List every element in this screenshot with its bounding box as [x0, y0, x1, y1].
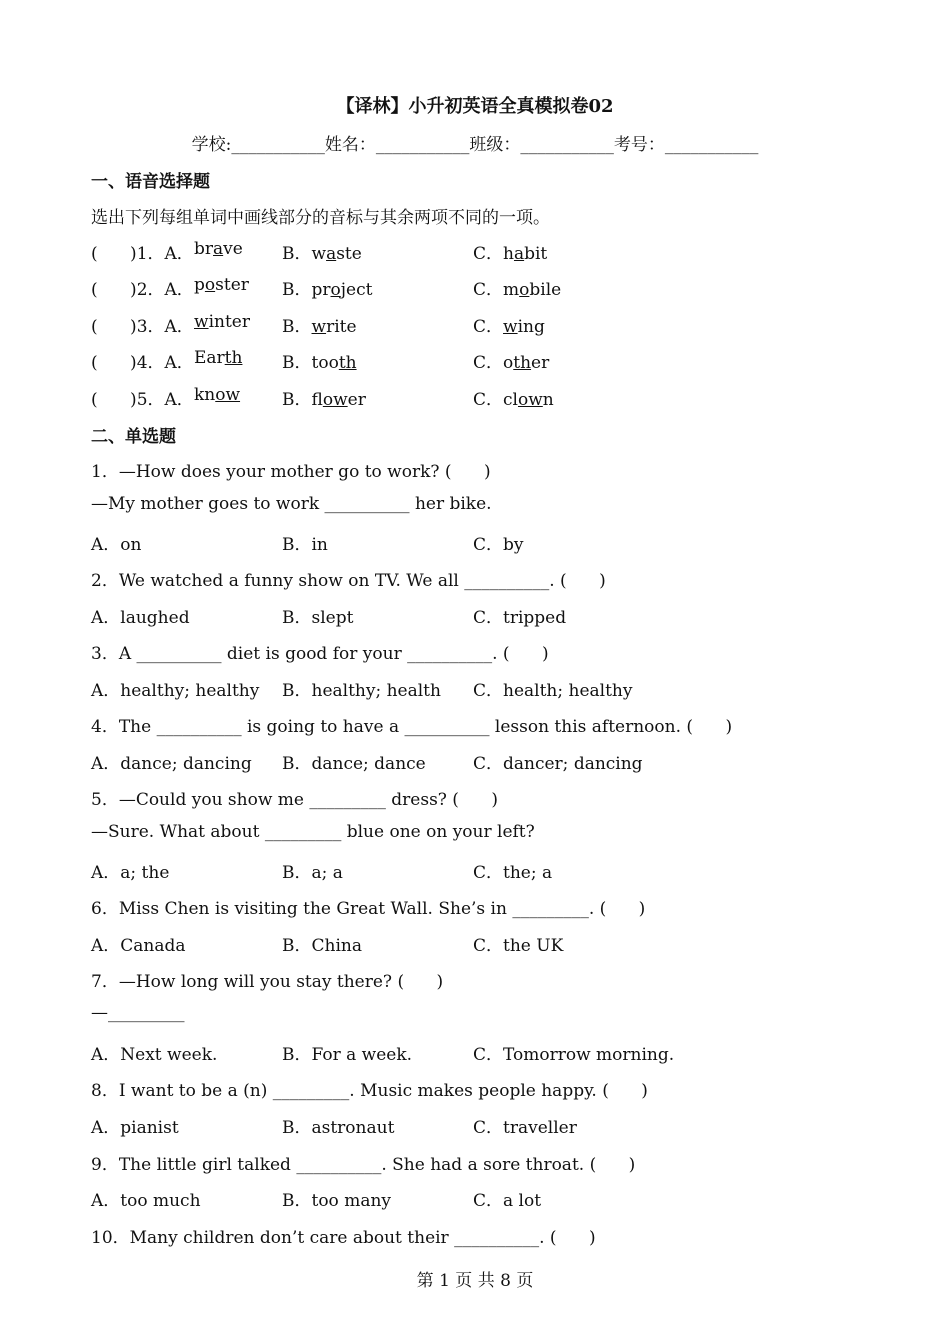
question-7: 7．—How long will you stay there? ( ) — [91, 972, 444, 992]
question-8: 8．I want to be a (n) _________. Music makes people happy. ( ) — [91, 1081, 648, 1101]
question-7-reply: —_________ — [91, 1003, 185, 1023]
word-part: bile — [529, 280, 562, 300]
underlined-letters: th — [513, 353, 532, 373]
option-a: A．healthy; healthy — [91, 681, 260, 701]
underlined-letters: a — [326, 244, 337, 264]
section2-heading: 二、单选题 — [91, 427, 176, 447]
option-label: B． — [282, 280, 312, 300]
option-b: B．For a week. — [282, 1045, 413, 1065]
option-label: B． — [282, 353, 312, 373]
option-c: C．a lot — [473, 1191, 542, 1211]
underlined-letters: ow — [215, 385, 241, 405]
option-label: B． — [282, 244, 312, 264]
option-label: B． — [282, 390, 312, 410]
underlined-letters: o — [330, 280, 341, 300]
option-c: C．the; a — [473, 863, 553, 883]
option-c — [473, 275, 561, 300]
word-part: h — [503, 244, 514, 264]
option-label: C． — [473, 317, 504, 337]
page-footer: 第 1 页 共 8 页 — [416, 1271, 534, 1291]
underlined-letters: w — [503, 317, 518, 337]
underlined-letters: o — [519, 280, 530, 300]
option-c: C．traveller — [473, 1118, 577, 1138]
word-part: cl — [503, 390, 518, 410]
question-1: 1．—How does your mother go to work? ( ) — [91, 462, 491, 482]
word-part: kn — [194, 385, 216, 405]
option-b: B．in — [282, 535, 328, 555]
option-a: A．on — [91, 535, 142, 555]
option-a — [194, 348, 242, 368]
underlined-letters: w — [311, 317, 327, 337]
student-info-line: 学校:___________姓名：___________班级：___________考号：___________ — [191, 135, 759, 155]
word-part: fl — [311, 390, 323, 410]
word-part: p — [194, 275, 205, 295]
option-a: A．Canada — [91, 936, 186, 956]
option-label: C． — [473, 244, 504, 264]
option-b: B．a; a — [282, 863, 343, 883]
page-title: 【译林】小升初英语全真模拟卷02 — [336, 96, 614, 117]
question-1-reply: —My mother goes to work __________ her bike. — [91, 494, 492, 514]
underlined-letters: th — [224, 348, 243, 368]
word-part: ve — [223, 239, 243, 259]
option-b: B．healthy; health — [282, 681, 441, 701]
option-a: A．a; the — [91, 863, 170, 883]
section1-instruction: 选出下列每组单词中画线部分的音标与其余两项不同的一项。 — [91, 208, 550, 228]
option-a: A．dance; dancing — [91, 754, 252, 774]
question-9: 9．The little girl talked __________. She had a sore throat. ( ) — [91, 1155, 636, 1175]
word-part: m — [503, 280, 520, 300]
question-10: 10．Many children don’t care about their __________. ( ) — [91, 1228, 596, 1248]
option-c — [473, 239, 547, 264]
underlined-letters: ow — [322, 390, 348, 410]
item-number: ( )2．A． — [91, 280, 194, 300]
underlined-letters: a — [213, 239, 224, 259]
option-label: C． — [473, 280, 504, 300]
option-a: A．Next week. — [91, 1045, 218, 1065]
word-part: br — [194, 239, 214, 259]
item-number: ( )1．A． — [91, 244, 194, 264]
option-b: B．too many — [282, 1191, 392, 1211]
option-c: C．by — [473, 535, 524, 555]
question-2: 2．We watched a funny show on TV. We all __________. ( ) — [91, 571, 606, 591]
word-part: ste — [336, 244, 362, 264]
word-part: too — [311, 353, 339, 373]
option-label: C． — [473, 390, 504, 410]
item-number: ( )4．A． — [91, 353, 194, 373]
option-c — [473, 312, 545, 337]
option-c — [473, 385, 554, 410]
question-5-reply: —Sure. What about _________ blue one on your left? — [91, 822, 535, 842]
underlined-letters: ow — [517, 390, 543, 410]
word-part: pr — [311, 280, 331, 300]
question-3: 3．A __________ diet is good for your __________. ( ) — [91, 644, 549, 664]
question-6: 6．Miss Chen is visiting the Great Wall. She’s in _________. ( ) — [91, 899, 646, 919]
option-c: C．dancer; dancing — [473, 754, 643, 774]
word-part: ject — [340, 280, 373, 300]
option-a — [194, 312, 250, 332]
option-a — [194, 275, 249, 295]
item-number: ( )3．A． — [91, 317, 194, 337]
underlined-letters: o — [204, 275, 216, 295]
option-b — [282, 275, 372, 300]
option-c: C．Tomorrow morning. — [473, 1045, 675, 1065]
word-part: inter — [208, 312, 250, 332]
option-a: A．pianist — [91, 1118, 179, 1138]
option-c: C．health; healthy — [473, 681, 633, 701]
underlined-letters: a — [513, 244, 525, 264]
word-part: w — [311, 244, 327, 264]
option-b: B．China — [282, 936, 362, 956]
option-c — [473, 348, 549, 373]
option-b — [282, 312, 357, 337]
option-a — [194, 385, 240, 405]
option-b: B．astronaut — [282, 1118, 395, 1138]
option-b — [282, 385, 366, 410]
option-label: C． — [473, 353, 504, 373]
option-b: B．slept — [282, 608, 354, 628]
question-4: 4．The __________ is going to have a __________ lesson this afternoon. ( ) — [91, 717, 733, 737]
option-b — [282, 239, 362, 264]
word-part: ster — [215, 275, 249, 295]
option-a: A．too much — [91, 1191, 201, 1211]
word-part: er — [531, 353, 550, 373]
underlined-letters: th — [338, 353, 357, 373]
section1-heading: 一、语音选择题 — [91, 172, 210, 192]
option-a: A．laughed — [91, 608, 190, 628]
word-part: o — [503, 353, 514, 373]
word-part: Ear — [194, 348, 225, 368]
word-part: rite — [326, 317, 357, 337]
option-c: C．the UK — [473, 936, 564, 956]
option-c: C．tripped — [473, 608, 567, 628]
item-number: ( )5．A． — [91, 390, 194, 410]
word-part: ing — [517, 317, 545, 337]
option-b — [282, 348, 357, 373]
question-5: 5．—Could you show me _________ dress? ( ) — [91, 790, 498, 810]
word-part: er — [347, 390, 366, 410]
option-label: B． — [282, 317, 312, 337]
word-part: bit — [524, 244, 548, 264]
word-part: n — [542, 390, 554, 410]
option-a — [194, 239, 243, 259]
option-b: B．dance; dance — [282, 754, 426, 774]
underlined-letters: w — [194, 312, 209, 332]
